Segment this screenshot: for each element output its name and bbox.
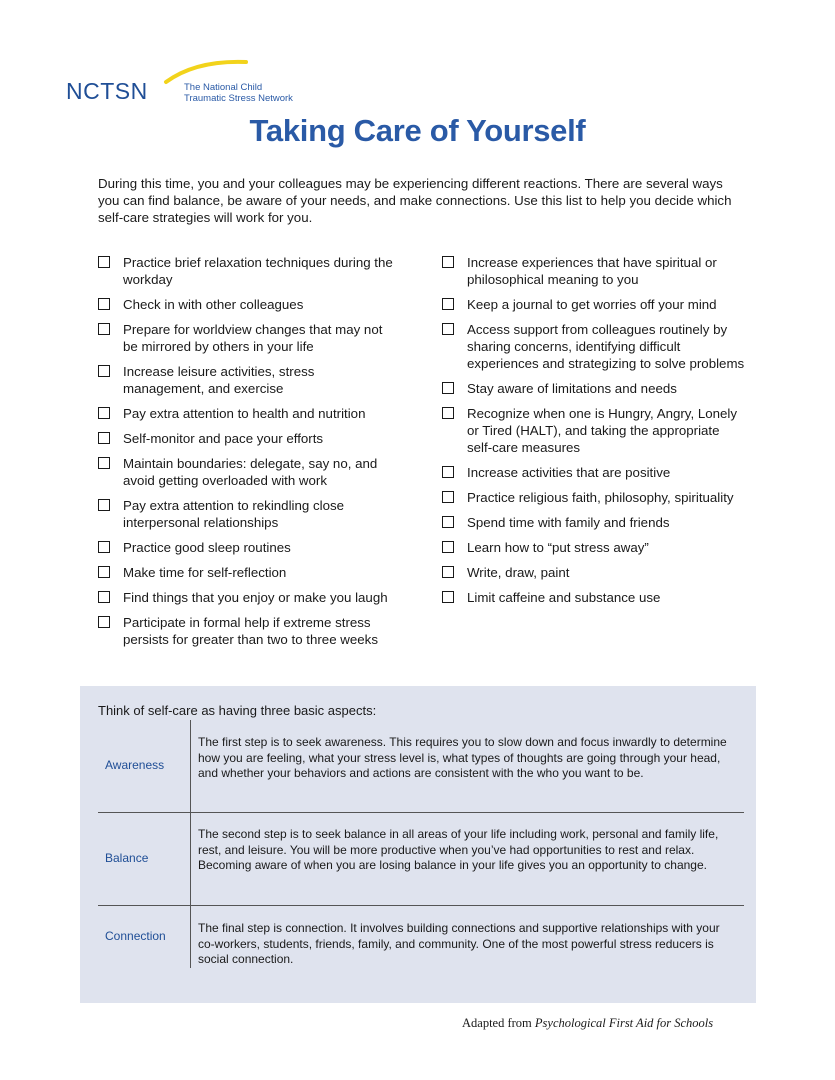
aspects-column-divider: [190, 720, 191, 968]
checklist-item-label: Self-monitor and pace your efforts: [123, 431, 324, 446]
checkbox-icon[interactable]: [442, 516, 454, 528]
aspect-label-balance: Balance: [105, 851, 149, 865]
aspect-text-balance: The second step is to seek balance in all areas of your life including work, personal and family life, rest, and leisure. You will be more productive when you’ve had opportunities to rest and relax. Becoming aware of when you are losing balance in your life gives you an opportunity to change.: [198, 827, 719, 872]
nctsn-logo: [66, 58, 306, 108]
checklist-item: [98, 296, 398, 313]
checklist-item-label: Check in with other colleagues: [123, 297, 304, 312]
aspect-text-awareness: The first step is to seek awareness. This requires you to slow down and focus inwardly to determine how you are feeling, what your stress level is, what types of thoughts are going through your head, and whether your behaviors and actions are consistent with the who you want to be.: [198, 735, 727, 780]
aspect-label-connection: Connection: [105, 929, 166, 943]
checkbox-icon[interactable]: [98, 591, 110, 603]
checkbox-icon[interactable]: [442, 298, 454, 310]
checkbox-icon[interactable]: [442, 541, 454, 553]
intro-paragraph: During this time, you and your colleagues may be experiencing different reactions. There are several ways you can find balance, be aware of your needs, and make connections. Use this list to help you decide which self-care strategies will work for you.: [98, 176, 732, 225]
checklist-item-label: Learn how to “put stress away”: [467, 540, 649, 555]
checkbox-icon[interactable]: [98, 541, 110, 553]
aspects-panel: [80, 686, 756, 1003]
checklist-item-label: Recognize when one is Hungry, Angry, Lonely or Tired (HALT), and taking the appropriate self-care measures: [467, 406, 738, 455]
checklist-item-label: Keep a journal to get worries off your mind: [467, 297, 717, 312]
checklist-item: [98, 254, 398, 288]
checklist-item: [442, 464, 747, 481]
checkbox-icon[interactable]: [442, 256, 454, 268]
checklist-item-label: Prepare for worldview changes that may not be mirrored by others in your life: [123, 322, 383, 354]
checklist-item: [442, 405, 747, 456]
checkbox-icon[interactable]: [442, 591, 454, 603]
checkbox-icon[interactable]: [442, 466, 454, 478]
checklist-right: [442, 254, 747, 614]
checklist-item: [442, 514, 747, 531]
checkbox-icon[interactable]: [98, 566, 110, 578]
checklist-item: [442, 296, 747, 313]
checkbox-icon[interactable]: [442, 566, 454, 578]
checklist-item-label: Increase leisure activities, stress management, and exercise: [123, 364, 315, 396]
checklist-item: [98, 430, 398, 447]
checklist-item: [442, 380, 747, 397]
checklist-item: [98, 405, 398, 422]
checklist-item: [98, 497, 398, 531]
checkbox-icon[interactable]: [442, 407, 454, 419]
checkbox-icon[interactable]: [442, 323, 454, 335]
checklist-item: [98, 614, 398, 648]
source-credit: [462, 1016, 713, 1031]
checklist-item: [98, 455, 398, 489]
checklist-item: [98, 589, 398, 606]
checklist-item: [442, 539, 747, 556]
aspect-label-awareness: Awareness: [105, 758, 165, 772]
checklist-item-label: Limit caffeine and substance use: [467, 590, 661, 605]
checklist-item: [442, 589, 747, 606]
aspects-row-divider: [98, 905, 744, 906]
checklist-item-label: Practice brief relaxation techniques during the workday: [123, 255, 393, 287]
logo-subtitle-line2: Traumatic Stress Network: [184, 93, 293, 104]
logo-subtitle: [184, 82, 293, 104]
checkbox-icon[interactable]: [98, 323, 110, 335]
checkbox-icon[interactable]: [98, 365, 110, 377]
checklist-item-label: Pay extra attention to health and nutrition: [123, 406, 366, 421]
checkbox-icon[interactable]: [442, 491, 454, 503]
checkbox-icon[interactable]: [98, 407, 110, 419]
checklist-item-label: Maintain boundaries: delegate, say no, and avoid getting overloaded with work: [123, 456, 378, 488]
checklist-item-label: Practice good sleep routines: [123, 540, 291, 555]
checklist-item-label: Spend time with family and friends: [467, 515, 670, 530]
checklist-item: [442, 254, 747, 288]
checklist-item: [98, 363, 398, 397]
checklist-item: [442, 321, 747, 372]
source-credit-title: Psychological First Aid for Schools: [534, 1016, 714, 1030]
checklist-item-label: Increase experiences that have spiritual or philosophical meaning to you: [467, 255, 717, 287]
aspect-text-connection: The final step is connection. It involves building connections and supportive relationships with your co-workers, students, friends, family, and community. One of the most powerful stress reducers is social connection.: [198, 921, 720, 966]
logo-acronym: NCTSN: [66, 78, 148, 104]
checklist-item: [442, 489, 747, 506]
page-title: Taking Care of Yourself: [249, 113, 586, 148]
checklist-item: [98, 539, 398, 556]
checkbox-icon[interactable]: [98, 616, 110, 628]
checklist-left: [98, 254, 398, 656]
checklist-item-label: Access support from colleagues routinely by sharing concerns, identifying difficult experiences and strategizing to solve problems: [467, 322, 745, 371]
checkbox-icon[interactable]: [98, 298, 110, 310]
checkbox-icon[interactable]: [98, 457, 110, 469]
checklist-item: [98, 321, 398, 355]
checklist-item-label: Find things that you enjoy or make you laugh: [123, 590, 388, 605]
checklist-item-label: Participate in formal help if extreme stress persists for greater than two to three weeks: [123, 615, 378, 647]
aspects-row-divider: [98, 812, 744, 813]
checklist-item-label: Increase activities that are positive: [467, 465, 671, 480]
checklist-item: [98, 564, 398, 581]
checklist-item-label: Stay aware of limitations and needs: [467, 381, 677, 396]
checkbox-icon[interactable]: [442, 382, 454, 394]
checklist-item: [442, 564, 747, 581]
checklist-item-label: Make time for self-reflection: [123, 565, 287, 580]
checkbox-icon[interactable]: [98, 432, 110, 444]
checkbox-icon[interactable]: [98, 499, 110, 511]
aspects-title: Think of self-care as having three basic aspects:: [98, 703, 377, 718]
logo-subtitle-line1: The National Child: [184, 82, 263, 93]
checklist-item-label: Practice religious faith, philosophy, spirituality: [467, 490, 734, 505]
checklist-item-label: Write, draw, paint: [467, 565, 570, 580]
source-credit-prefix: Adapted from: [462, 1016, 535, 1030]
checklist-item-label: Pay extra attention to rekindling close interpersonal relationships: [123, 498, 345, 530]
checkbox-icon[interactable]: [98, 256, 110, 268]
